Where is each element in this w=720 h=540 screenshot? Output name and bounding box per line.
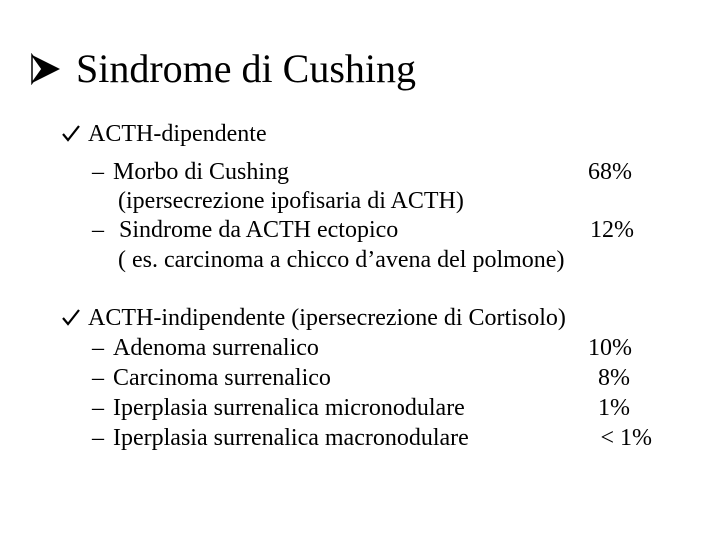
checkmark-icon — [62, 124, 80, 142]
item-percentage: 68% — [588, 159, 632, 185]
section-heading-text: ACTH-dipendente — [88, 121, 267, 147]
section-heading-text: ACTH-indipendente (ipersecrezione di Cortisolo) — [88, 305, 566, 331]
list-item — [92, 423, 469, 453]
list-item — [92, 363, 331, 393]
slide-title: Sindrome di Cushing — [76, 46, 417, 91]
item-percentage: 10% — [588, 335, 632, 361]
item-note: (ipersecrezione ipofisaria di ACTH) — [118, 188, 464, 214]
item-percentage: < 1% — [600, 425, 652, 451]
section-heading-acth-indipendente — [62, 303, 566, 333]
item-note: ( es. carcinoma a chicco d’avena del polmone) — [118, 247, 565, 273]
item-label: Adenoma surrenalico — [113, 335, 319, 361]
list-item — [92, 393, 465, 423]
dash-bullet: – — [92, 217, 104, 243]
dash-bullet: – — [92, 335, 104, 361]
item-percentage: 1% — [598, 395, 630, 421]
item-label: Iperplasia surrenalica micronodulare — [113, 395, 465, 421]
dash-bullet: – — [92, 395, 104, 421]
section-heading-acth-dipendente — [62, 119, 267, 149]
item-percentage: 12% — [590, 217, 634, 243]
item-label: Morbo di Cushing — [113, 159, 290, 185]
dash-bullet: – — [92, 365, 104, 391]
slide-title-row — [30, 44, 416, 94]
item-label: Iperplasia surrenalica macronodulare — [113, 425, 469, 451]
list-item — [92, 157, 289, 187]
item-label: Sindrome da ACTH ectopico — [113, 217, 399, 243]
list-item — [92, 215, 398, 245]
item-percentage: 8% — [598, 365, 630, 391]
dash-bullet: – — [92, 159, 104, 185]
item-label: Carcinoma surrenalico — [113, 365, 331, 391]
dash-bullet: – — [92, 425, 104, 451]
arrow-bullet-icon — [30, 53, 62, 85]
checkmark-icon — [62, 308, 80, 326]
list-item — [92, 333, 319, 363]
